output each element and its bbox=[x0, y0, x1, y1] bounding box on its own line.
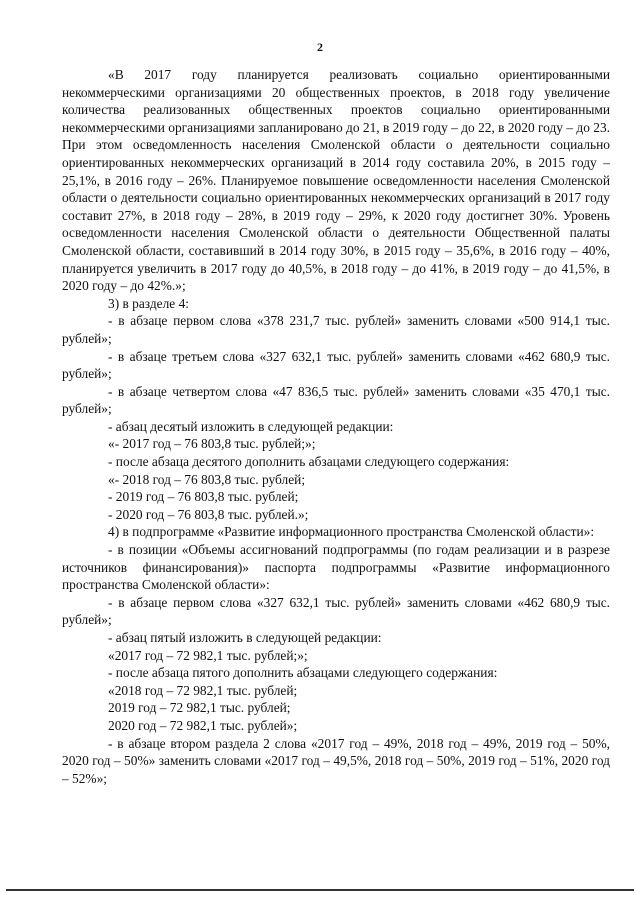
paragraph-amendment: «2017 год – 72 982,1 тыс. рублей;»; bbox=[108, 647, 308, 663]
page-number: 2 bbox=[317, 40, 323, 54]
paragraph-amendment: - в позиции «Объемы ассигнований подпрограммы (по годам реализации и в разрезе источников финансирования)» паспорта подпрограммы «Развитие информационного пространства Смоленской области»: bbox=[62, 542, 610, 593]
paragraph-amendment: «- 2017 год – 76 803,8 тыс. рублей;»; bbox=[108, 436, 316, 452]
paragraph-amendment: - в абзаце первом слова «378 231,7 тыс. рублей» заменить словами «500 914,1 тыс. рублей»; bbox=[62, 313, 610, 346]
paragraph-amendment: - в абзаце первом слова «327 632,1 тыс. рублей» заменить словами «462 680,9 тыс. рублей»; bbox=[62, 594, 610, 628]
paragraph-amendment: - абзац пятый изложить в следующей редакции: bbox=[108, 630, 382, 645]
paragraph-amendment: - в абзаце третьем слова «327 632,1 тыс. рублей» заменить словами «462 680,9 тыс. рублей»; bbox=[62, 348, 610, 382]
paragraph-amendment: «- 2018 год – 76 803,8 тыс. рублей; bbox=[108, 471, 306, 487]
paragraph-item-4: 4) в подпрограмме «Развитие информационного пространства Смоленской области»: bbox=[108, 524, 595, 540]
page-bottom-rule bbox=[6, 889, 634, 891]
paragraph-item-3: 3) в разделе 4: bbox=[108, 295, 190, 311]
paragraph-amendment: - в абзаце четвертом слова «47 836,5 тыс. рублей» заменить словами «35 470,1 тыс. рублей»; bbox=[62, 383, 610, 417]
paragraph-amendment: 2020 год – 72 982,1 тыс. рублей»; bbox=[108, 717, 298, 733]
paragraph-amendment: - абзац десятый изложить в следующей редакции: bbox=[108, 418, 394, 434]
document-body bbox=[62, 66, 610, 787]
paragraph-amendment: - 2020 год – 76 803,8 тыс. рублей.»; bbox=[108, 506, 309, 522]
paragraph-amendment: - в абзаце втором раздела 2 слова «2017 год – 49%, 2018 год – 49%, 2019 год – 50%, 2020 год – 50%» заменить словами «2017 год – 49,5%, 2018 год – 50%, 2019 год – 51%, 2020 год – 52%»; bbox=[62, 735, 610, 786]
paragraph-amendment: - 2019 год – 76 803,8 тыс. рублей; bbox=[108, 489, 299, 505]
paragraph-amendment: - после абзаца десятого дополнить абзацами следующего содержания: bbox=[108, 454, 510, 470]
paragraph-quoted-statistics: «В 2017 году планируется реализовать социально ориентированными некоммерческими организациями 20 общественных проектов, в 2018 году увеличение количества реализованных общественных проектов социально ориентированными некоммерческими организациями запланировано до 21, в 2019 году – до 22, в 2020 году – до 23. При этом осведомленность населения Смоленской области о деятельности социально ориентированных некоммерческих организаций в 2014 году составила 20%, в 2015 году – 25,1%, в 2016 году – 26%. Планируемое повышение осведомленности населения Смоленской области о деятельности социально ориентированных некоммерческих организаций в 2017 году составит 27%, в 2018 году – 28%, в 2019 году – 29%, к 2020 году достигнет 30%. Уровень осведомленности населения Смоленской области о деятельности Общественной палаты Смоленской области, составивший в 2014 году 30%, в 2015 году – 35,6%, в 2016 году – 40%, планируется увеличить в 2017 году до 40,5%, в 2018 году – до 41%, в 2019 году – до 41,5%, в 2020 году – до 42%.»; bbox=[62, 67, 610, 294]
paragraph-amendment: «2018 год – 72 982,1 тыс. рублей; bbox=[108, 682, 298, 698]
paragraph-amendment: 2019 год – 72 982,1 тыс. рублей; bbox=[108, 700, 291, 716]
paragraph-amendment: - после абзаца пятого дополнить абзацами следующего содержания: bbox=[108, 665, 498, 681]
